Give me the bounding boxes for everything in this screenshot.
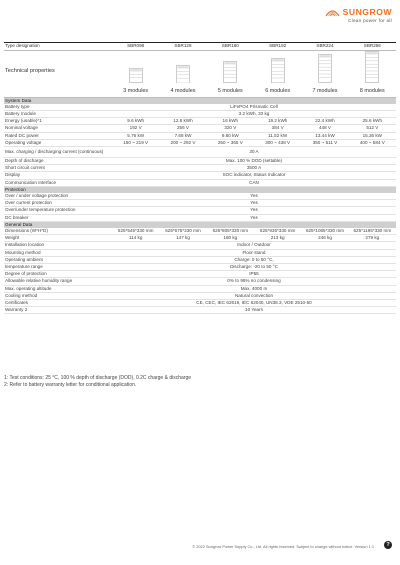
spec-value: 350 ~ 511 V	[301, 139, 348, 146]
spec-value: 192 V	[112, 125, 159, 132]
model-name: SBR256	[349, 43, 396, 51]
spec-value: 10 Years	[112, 307, 396, 314]
spec-row	[4, 179, 396, 186]
battery-stack-icon	[255, 58, 300, 86]
module-cell	[159, 51, 206, 98]
spec-row	[4, 172, 396, 179]
spec-row	[4, 200, 396, 207]
battery-stack-icon	[160, 65, 205, 86]
copyright-footer: © 2022 Sungrow Power Supply Co., Ltd. All rights reserved. Subject to change without notice. Version 1.1	[192, 544, 374, 549]
spec-row	[4, 132, 396, 139]
section-header	[4, 97, 396, 104]
spec-value: 625*805*330 mm	[207, 228, 254, 235]
spec-value: 22.4 kWh	[301, 118, 348, 125]
spec-row	[4, 193, 396, 200]
model-name: SBR096	[112, 43, 159, 51]
module-count-label: 8 modules	[359, 88, 385, 95]
model-name: SBR128	[159, 43, 206, 51]
help-icon[interactable]: ?	[384, 541, 392, 549]
module-cell	[207, 51, 254, 98]
spec-row	[4, 165, 396, 172]
module-count-label: 3 modules	[123, 88, 149, 95]
spec-value: Yes	[112, 207, 396, 214]
spec-label: Operating voltage	[4, 139, 112, 146]
spec-value: Max. 4000 m	[112, 285, 396, 292]
battery-stack-icon	[350, 51, 395, 85]
spec-label: Allowable relative humidity range	[4, 278, 112, 285]
footnotes	[4, 375, 191, 388]
spec-value: 7.68 kW	[159, 132, 206, 139]
technical-properties-row	[4, 51, 396, 98]
spec-row	[4, 235, 396, 242]
spec-row	[4, 300, 396, 307]
spec-label: Short circuit current	[4, 165, 112, 172]
spec-label: Nominal voltage	[4, 125, 112, 132]
section-title: System Data	[4, 97, 396, 104]
spec-value: 625*1065*330 mm	[301, 228, 348, 235]
spec-value: Max. 100 % DOD (settable)	[112, 158, 396, 165]
spec-label: Degree of protection	[4, 271, 112, 278]
module-count-label: 6 modules	[265, 88, 291, 95]
spec-value: Floor stand	[112, 249, 396, 256]
spec-value: Charge: 0 to 50 °C,	[112, 256, 396, 263]
spec-value: Yes	[112, 214, 396, 221]
module-cell	[112, 51, 159, 98]
model-name: SBR224	[301, 43, 348, 51]
spec-value: 12.8 kWh	[159, 118, 206, 125]
module-cell	[254, 51, 301, 98]
spec-label: Warranty 2	[4, 307, 112, 314]
spec-row	[4, 249, 396, 256]
spec-label: Over / under voltage protection	[4, 193, 112, 200]
spec-value: 279 kg	[349, 235, 396, 242]
spec-value: 16 kWh	[207, 118, 254, 125]
spec-value: 320 V	[207, 125, 254, 132]
module-cell	[349, 51, 396, 98]
spec-value: 147 kg	[159, 235, 206, 242]
spec-row	[4, 125, 396, 132]
spec-value: 25.6 kWh	[349, 118, 396, 125]
module-count-label: 4 modules	[170, 88, 196, 95]
spec-label: Max. charging / discharging current (continuous)	[4, 147, 112, 158]
spec-label: Over current protection	[4, 200, 112, 207]
sungrow-logo-icon	[325, 6, 340, 17]
brand-name: SUNGROW	[342, 6, 392, 17]
spec-value: 625*935*330 mm	[254, 228, 301, 235]
spec-label: Certificates	[4, 300, 112, 307]
model-name: SBR160	[207, 43, 254, 51]
spec-value: 0% to 95% no condensing	[112, 278, 396, 285]
section-header	[4, 186, 396, 193]
spec-value: SOC indicator, Status Indicator	[112, 172, 396, 179]
spec-value: 15.36 kW	[349, 132, 396, 139]
section-title: General Data	[4, 221, 396, 228]
spec-value: 180 kg	[207, 235, 254, 242]
spec-value: Yes	[112, 200, 396, 207]
section-title: Protection	[4, 186, 396, 193]
spec-row	[4, 307, 396, 314]
spec-label: Display	[4, 172, 112, 179]
spec-row	[4, 207, 396, 214]
module-count-label: 7 modules	[312, 88, 338, 95]
spec-row	[4, 158, 396, 165]
spec-row	[4, 139, 396, 146]
spec-row	[4, 118, 396, 125]
spec-value: 256 V	[159, 125, 206, 132]
spec-row	[4, 264, 396, 271]
spec-label: Battery module	[4, 111, 112, 118]
spec-label: Operating ambient	[4, 256, 112, 263]
spec-value: 384 V	[254, 125, 301, 132]
battery-stack-icon	[208, 61, 253, 85]
spec-value: 400 ~ 584 V	[349, 139, 396, 146]
section-header	[4, 221, 396, 228]
spec-value: 448 V	[301, 125, 348, 132]
technical-properties-label: Technical properties	[4, 51, 112, 98]
spec-value: 213 kg	[254, 235, 301, 242]
battery-stack-icon	[113, 68, 158, 85]
footnote: 1: Test conditions: 25 °C, 100 % depth of discharge (DOD), 0.2C charge & discharge	[4, 375, 192, 381]
spec-label: DC breaker	[4, 214, 112, 221]
brand-block	[325, 6, 392, 23]
spec-label: Rated DC power	[4, 132, 112, 139]
type-designation-row	[4, 43, 396, 51]
spec-table	[4, 42, 396, 314]
spec-row	[4, 271, 396, 278]
spec-label: Cooling method	[4, 292, 112, 299]
spec-label: Max. operating altitude	[4, 285, 112, 292]
spec-row	[4, 104, 396, 111]
spec-row	[4, 111, 396, 118]
spec-label: Weight	[4, 235, 112, 242]
spec-value: 625*675*330 mm	[159, 228, 206, 235]
spec-value: Indoor / Outdoor	[112, 242, 396, 249]
spec-value: 625*1195*330 mm	[349, 228, 396, 235]
spec-label: Mounting method	[4, 249, 112, 256]
spec-value: CE, CEC, IEC 62619, IEC 62040, UN38.3, VDE 2510-50	[112, 300, 396, 307]
spec-value: 114 kg	[112, 235, 159, 242]
spec-value: CAN	[112, 179, 396, 186]
spec-value: Yes	[112, 193, 396, 200]
battery-stack-icon	[302, 54, 347, 85]
spec-row	[4, 228, 396, 235]
spec-row	[4, 292, 396, 299]
spec-value: 5.76 kW	[112, 132, 159, 139]
module-count-label: 5 modules	[217, 88, 243, 95]
spec-row	[4, 256, 396, 263]
spec-label: Communication Interface	[4, 179, 112, 186]
spec-row	[4, 285, 396, 292]
spec-value: IP55	[112, 271, 396, 278]
footnote: 2: Refer to battery warranty letter for conditional application.	[4, 381, 137, 388]
module-cell	[301, 51, 348, 98]
spec-row	[4, 278, 396, 285]
spec-value: 300 ~ 438 V	[254, 139, 301, 146]
brand-slogan: Clean power for all	[348, 18, 392, 23]
spec-row	[4, 214, 396, 221]
spec-value: 150 ~ 219 V	[112, 139, 159, 146]
spec-value: 9.6 kWh	[112, 118, 159, 125]
spec-row	[4, 242, 396, 249]
type-designation-label: Type designation	[4, 43, 112, 51]
spec-value: 512 V	[349, 125, 396, 132]
spec-label: Battery type	[4, 104, 112, 111]
spec-value: 3500 A	[112, 165, 396, 172]
spec-value: 3.2 kWh, 33 kg	[112, 111, 396, 118]
spec-label: Depth of discharge	[4, 158, 112, 165]
spec-label: Energy (usable)*1	[4, 118, 112, 125]
spec-value: 625*545*330 mm	[112, 228, 159, 235]
spec-label: Over/under temperature protection	[4, 207, 112, 214]
spec-sheet	[4, 42, 396, 314]
spec-value: 11.52 kW	[254, 132, 301, 139]
spec-value: 9.60 kW	[207, 132, 254, 139]
spec-value: Natural convection	[112, 292, 396, 299]
spec-value: 250 ~ 365 V	[207, 139, 254, 146]
spec-label: Installation location	[4, 242, 112, 249]
spec-value: 13.44 kW	[301, 132, 348, 139]
spec-row	[4, 147, 396, 158]
spec-label: temperature range	[4, 264, 112, 271]
spec-value: LiFePO4 Prismatic Cell	[112, 104, 396, 111]
model-name: SBR192	[254, 43, 301, 51]
spec-value: 30 A	[112, 147, 396, 158]
spec-label: Dimensions (W*H*D)	[4, 228, 112, 235]
spec-value: 19.2 kWh	[254, 118, 301, 125]
spec-value: 246 kg	[301, 235, 348, 242]
spec-value: Discharge: -20 to 50 °C	[112, 264, 396, 271]
spec-value: 200 ~ 292 V	[159, 139, 206, 146]
